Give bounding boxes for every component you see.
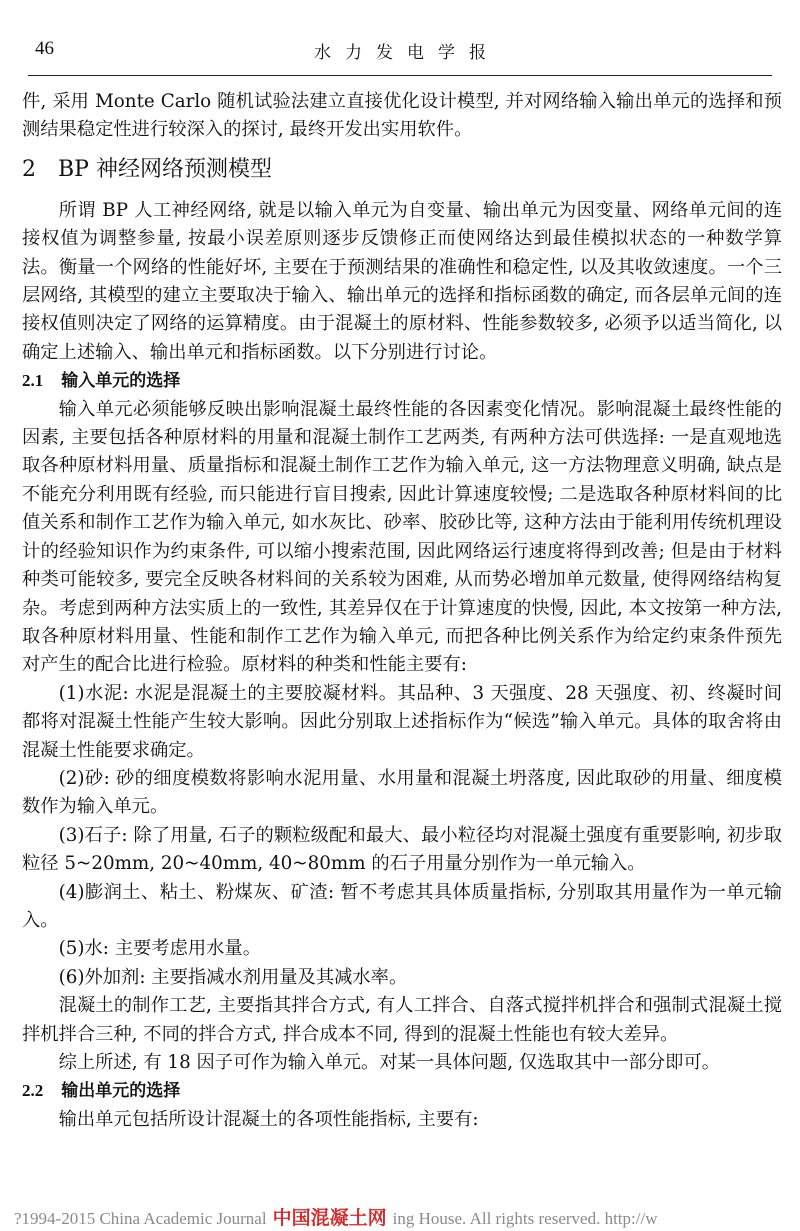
- list-item: (5)水: 主要考虑用水量。: [58, 938, 261, 960]
- list-item: (4)膨润土、粘土、粉煤灰、矿渣: 暂不考虑其具体质量指标, 分别取其用量作为一单元输入。: [22, 881, 782, 931]
- paragraph-intro-continued: 件, 采用 Monte Carlo 随机试验法建立直接优化设计模型, 并对网络输入输出单元的选择和预测结果稳定性进行较深入的探讨, 最终开发出实用软件。: [22, 91, 782, 141]
- subsection-number: 2.1: [22, 371, 44, 391]
- list-item: (6)外加剂: 主要指减水剂用量及其减水率。: [58, 966, 408, 988]
- paragraph: 综上所述, 有 18 因子可作为输入单元。对某一具体问题, 仅选取其中一部分即可。: [58, 1052, 721, 1073]
- section-number: 2: [22, 156, 36, 182]
- subsection-heading-2-2: [22, 1077, 782, 1105]
- page-header: [0, 0, 800, 78]
- journal-title: 水力发电学报: [314, 43, 500, 63]
- list-item: (2)砂: 砂的细度模数将影响水泥用量、水用量和混凝土坍落度, 因此取砂的用量、细度模数作为输入单元。: [22, 767, 782, 818]
- watermark-text: 中国混凝土网: [272, 1207, 387, 1229]
- footer-left-text: ?1994-2015 China Academic Journal: [14, 1209, 267, 1228]
- footer-right-text: ing House. All rights reserved. http://w: [392, 1209, 658, 1228]
- subsection-title: 输出单元的选择: [61, 1081, 181, 1102]
- paragraph: 混凝土的制作工艺, 主要指其拌合方式, 有人工拌合、自落式搅拌机拌合和强制式混凝土搅拌机拌合三种, 不同的拌合方式, 拌合成本不同, 得到的混凝土性能也有较大差异。: [22, 995, 782, 1045]
- subsection-number: 2.2: [22, 1081, 44, 1101]
- subsection-heading-2-1: [22, 367, 782, 395]
- subsection-title: 输入单元的选择: [61, 371, 181, 392]
- paragraph: 输出单元包括所设计混凝土的各项性能指标, 主要有:: [58, 1108, 479, 1130]
- page-number: 46: [35, 38, 54, 59]
- section-heading-2: [22, 153, 782, 187]
- paragraph: 所谓 BP 人工神经网络, 就是以输入单元为自变量、输出单元为因变量、网络单元间的连接权值为调整参量, 按最小误差原则逐步反馈修正而使网络达到最佳模拟状态的一种数学算法。衡量一个网络的性能好坏, 主要在于预测结果的准确性和稳定性, 以及其收敛速度。一个三层网络, 其模型的建立主要取决于输入、输出单元的选择和指标函数的确定, 而各层单元间的连接权值则决定了网络的运算精度。由于混凝土的原材料、性能参数较多, 必须予以适当简化, 以确定上述输入、输出单元和指标函数。以下分别进行讨论。: [22, 199, 782, 363]
- list-item: (1)水泥: 水泥是混凝土的主要胶凝材料。其品种、3 天强度、28 天强度、初、终凝时间都将对混凝土性能产生较大影响。因此分别取上述指标作为“候选”输入单元。具体的取舍将由混凝土性能要求确定。: [22, 682, 782, 761]
- header-divider: [28, 75, 772, 76]
- article-body: [22, 88, 782, 1134]
- paragraph: 输入单元必须能够反映出影响混凝土最终性能的各因素变化情况。影响混凝土最终性能的因素, 主要包括各种原材料的用量和混凝土制作工艺两类, 有两种方法可供选择: 一是直观地选取各种原材料用量、质量指标和混凝土制作工艺作为输入单元, 这一方法物理意义明确, 缺点是不能充分利用既有经验, 而只能进行盲目搜索, 因此计算速度较慢; 二是选取各种原材料间的比值关系和制作工艺作为输入单元, 如水灰比、砂率、胶砂比等, 这种方法由于能利用传统机理设计的经验知识作为约束条件, 可以缩小搜索范围, 因此网络运行速度将得到改善; 但是由于材料种类可能较多, 要完全反映各材料间的关系较为困难, 从而势必增加单元数量, 使得网络结构复杂。考虑到两种方法实质上的一致性, 其差异仅在于计算速度的快慢, 因此, 本文按第一种方法, 取各种原材料用量、性能和制作工艺作为输入单元, 而把各种比例关系作为给定约束条件预先对产生的配合比进行检验。原材料的种类和性能主要有:: [22, 398, 782, 676]
- list-item: (3)石子: 除了用量, 石子的颗粒级配和最大、最小粒径均对混凝土强度有重要影响, 初步取粒径 5~20mm, 20~40mm, 40~80mm 的石子用量分别作为一单元输入。: [22, 824, 782, 875]
- copyright-footer: [14, 1203, 800, 1230]
- section-title: BP 神经网络预测模型: [58, 156, 272, 182]
